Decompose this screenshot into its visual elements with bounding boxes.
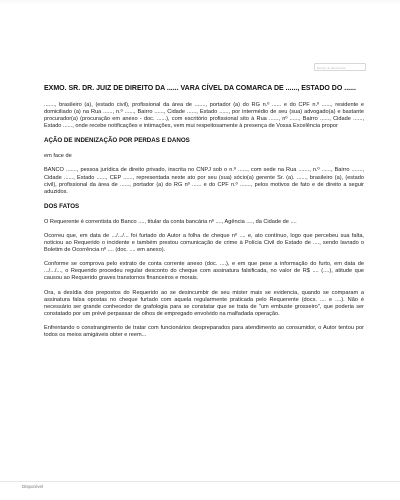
intro-paragraph: ......., brasileiro (a), (estado civil), profissional da área de ......., portador (a) do RG n.º ...... e do CPF n.º ......, residente e domiciliado (a) na Rua ......, n.º ......, Bairro ......, Cidade ......, Estado ......, por intermédio de seu (sua) advogado(a) e bastante procurador(a) (procuração em anexo - doc. ......), com escritório profissional sito à Rua ......, nº ......, Bairro ......, Cidade ......, Estado ......, onde recebe notificações e intimações, vem mui respeitosamente à presença de Vossa Excelência propor: [44, 102, 364, 130]
document-title: EXMO. SR. DR. JUIZ DE DIREITO DA ...... VARA CÍVEL DA COMARCA DE ......, ESTADO DO ......: [44, 85, 356, 92]
facts-paragraph: Ocorreu que, em data de .../.../... foi furtado do Autor a folha de cheque nº .... e, ato contínuo, logo que percebeu sua falta, noticiou ao Requerido o incidente e também prestou comunicação de crime à Polícia Civil do Estado de ...., sendo lavrado o Boletim de Ocorrência nº .... (doc. .... em anexo).: [44, 232, 364, 254]
document-body: [44, 84, 364, 346]
search-input[interactable]: buscar no documento: [314, 63, 366, 71]
footer-divider: [0, 481, 400, 482]
status-label: Disponível: [22, 484, 44, 489]
facts-paragraph: Ora, a desídia dos prepostos do Requerido ao se desincumbir de seu mister mais se evidencia, quando se comparam a assinatura falsa opostas no cheque furtado com aquela regularmente praticada pelo Requerente (docs. .... e ....). Não é necessário ser grande conhecedor de grafologia para se constatar que se trata de "um embuste grosseiro", que poderia ser constatado por um prévé perpassar de olhos de empregado envolvido na malfadada operação.: [44, 289, 364, 317]
facts-paragraph: O Requerente é correntista do Banco ...., titular da conta bancária nº ...., Agência ...., da Cidade de ....: [44, 218, 297, 225]
facts-paragraph: Enfrentando o constrangimento de tratar com funcionários despreparados para atendimento ao consumidor, o Autor tentou por todos os meios amigáveis obter e reem...: [44, 324, 364, 338]
top-bar: [0, 0, 400, 4]
facts-paragraph: Conforme se comprova pelo extrato de conta corrente anexo (doc. ....), e em que pese a informação do furto, em data de .../.../..., o Requerido procedeu regular desconto do cheque com assinatura falsificada, no valor de R$ .... (....), atitude que causou ao Requerido graves transtornos financeiros e morais.: [44, 261, 364, 282]
facts-title: DOS FATOS: [44, 202, 80, 210]
defendant-paragraph: BANCO ......., pessoa jurídica de direito privado, inscrita no CNPJ sob o n.º ......, com sede na Rua ......., n.º ......, Bairro ......., Cidade ......, Estado ......, CEP ......, representada neste ato por seu (sua) sócio(a) gerente Sr. (a). ......, brasileiro (a), (estado civil), profissional da área de ......, portador (a) do RG nº ...... e do CPF n.º ......., pelos motivos de fato e de direito a seguir aduzidos.: [44, 167, 364, 195]
against-paragraph: em face de: [44, 153, 72, 160]
action-title: AÇÃO DE INDENIZAÇÃO POR PERDAS E DANOS: [44, 137, 190, 145]
